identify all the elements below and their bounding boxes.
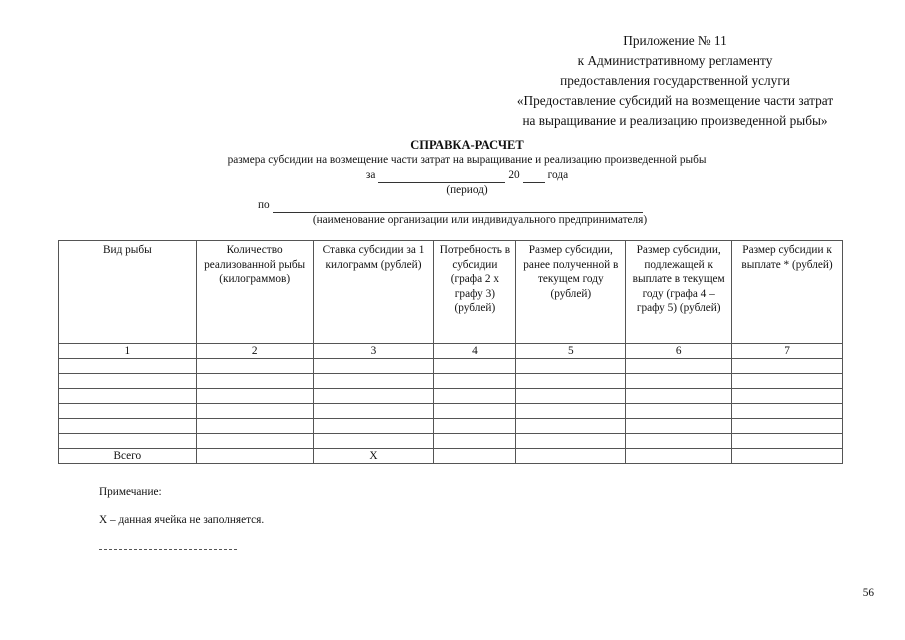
total-row (59, 449, 843, 464)
period-blank (378, 171, 505, 183)
table-cell[interactable] (434, 404, 516, 419)
table-cell[interactable] (516, 434, 626, 449)
column-number: 7 (732, 344, 843, 359)
table-header-row (59, 241, 843, 344)
table-cell[interactable] (732, 389, 843, 404)
table-cell[interactable] (59, 419, 197, 434)
column-number: 5 (516, 344, 626, 359)
total-label: Всего (59, 449, 197, 464)
organization-line (258, 198, 784, 213)
table-cell[interactable] (434, 434, 516, 449)
footnote-separator (99, 549, 237, 550)
table-cell[interactable] (59, 434, 197, 449)
table-cell[interactable] (196, 359, 313, 374)
organization-prefix: по (258, 199, 270, 211)
appendix-line: «Предоставление субсидий на возмещение части затрат (516, 93, 834, 108)
table-row (59, 434, 843, 449)
table-cell[interactable] (732, 434, 843, 449)
table-cell[interactable] (516, 359, 626, 374)
table-cell[interactable] (732, 419, 843, 434)
column-number: 1 (59, 344, 197, 359)
period-caption: (период) (446, 184, 488, 196)
table-row (59, 404, 843, 419)
table-row (59, 389, 843, 404)
period-year-prefix: 20 (508, 169, 520, 181)
organization-blank (273, 201, 643, 213)
table-cell[interactable] (626, 359, 732, 374)
column-header: Вид рыбы (59, 241, 197, 344)
not-filled-mark: Х (313, 449, 434, 464)
year-blank (523, 171, 545, 183)
column-header: Потребность в субсидии (графа 2 х графу 3) (рублей) (434, 241, 516, 344)
table-cell[interactable] (196, 434, 313, 449)
period-line (150, 168, 784, 183)
table-cell[interactable] (516, 404, 626, 419)
page-number: 56 (862, 587, 874, 599)
appendix-line: на выращивание и реализацию произведенной рыбы» (522, 113, 828, 128)
title-block (150, 137, 784, 228)
table-row (59, 419, 843, 434)
table-row (59, 374, 843, 389)
document-title: СПРАВКА-РАСЧЕТ (410, 138, 524, 152)
table-cell[interactable] (434, 374, 516, 389)
period-suffix: года (547, 169, 569, 181)
table-cell[interactable] (313, 359, 434, 374)
table-cell[interactable] (196, 449, 313, 464)
appendix-line: предоставления государственной услуги (560, 73, 790, 88)
table-cell[interactable] (59, 374, 197, 389)
table-cell[interactable] (732, 404, 843, 419)
table-cell[interactable] (732, 449, 843, 464)
table-cell[interactable] (313, 419, 434, 434)
column-number-row (59, 344, 843, 359)
table-cell[interactable] (59, 404, 197, 419)
table-cell[interactable] (626, 419, 732, 434)
column-number: 3 (313, 344, 434, 359)
table-cell[interactable] (196, 374, 313, 389)
table-cell[interactable] (313, 389, 434, 404)
table-cell[interactable] (516, 419, 626, 434)
table-cell[interactable] (626, 434, 732, 449)
table-cell[interactable] (196, 419, 313, 434)
column-number: 2 (196, 344, 313, 359)
table-cell[interactable] (59, 389, 197, 404)
column-header: Ставка субсидии за 1 килограмм (рублей) (313, 241, 434, 344)
table-cell[interactable] (313, 374, 434, 389)
column-number: 4 (434, 344, 516, 359)
x-note: Х – данная ячейка не заполняется. (99, 514, 265, 526)
table-cell[interactable] (434, 449, 516, 464)
table-cell[interactable] (59, 359, 197, 374)
table-cell[interactable] (732, 374, 843, 389)
column-number: 6 (626, 344, 732, 359)
table-cell[interactable] (313, 404, 434, 419)
column-header: Количество реализованной рыбы (килограммов) (196, 241, 313, 344)
table-cell[interactable] (516, 449, 626, 464)
table-cell[interactable] (434, 419, 516, 434)
column-header: Размер субсидии к выплате * (рублей) (732, 241, 843, 344)
table-cell[interactable] (434, 389, 516, 404)
table-cell[interactable] (626, 404, 732, 419)
table-cell[interactable] (516, 374, 626, 389)
organization-caption: (наименование организации или индивидуального предпринимателя) (312, 214, 648, 226)
table-cell[interactable] (732, 359, 843, 374)
table-cell[interactable] (626, 374, 732, 389)
table-row (59, 359, 843, 374)
appendix-line: к Административному регламенту (577, 53, 773, 68)
calculation-table (58, 240, 843, 464)
table-cell[interactable] (313, 434, 434, 449)
table-cell[interactable] (196, 389, 313, 404)
table-cell[interactable] (434, 359, 516, 374)
appendix-header (475, 31, 875, 131)
column-header: Размер субсидии, подлежащей к выплате в текущем году (графа 4 – графу 5) (рублей) (626, 241, 732, 344)
document-subtitle: размера субсидии на возмещение части затрат на выращивание и реализацию произведенной рыбы (227, 154, 707, 166)
column-header: Размер субсидии, ранее полученной в текущем году (рублей) (516, 241, 626, 344)
note-label: Примечание: (99, 486, 162, 498)
appendix-line: Приложение № 11 (623, 33, 727, 48)
table-cell[interactable] (516, 389, 626, 404)
table-cell[interactable] (626, 449, 732, 464)
period-prefix: за (365, 169, 376, 181)
table-cell[interactable] (626, 389, 732, 404)
table-cell[interactable] (196, 404, 313, 419)
